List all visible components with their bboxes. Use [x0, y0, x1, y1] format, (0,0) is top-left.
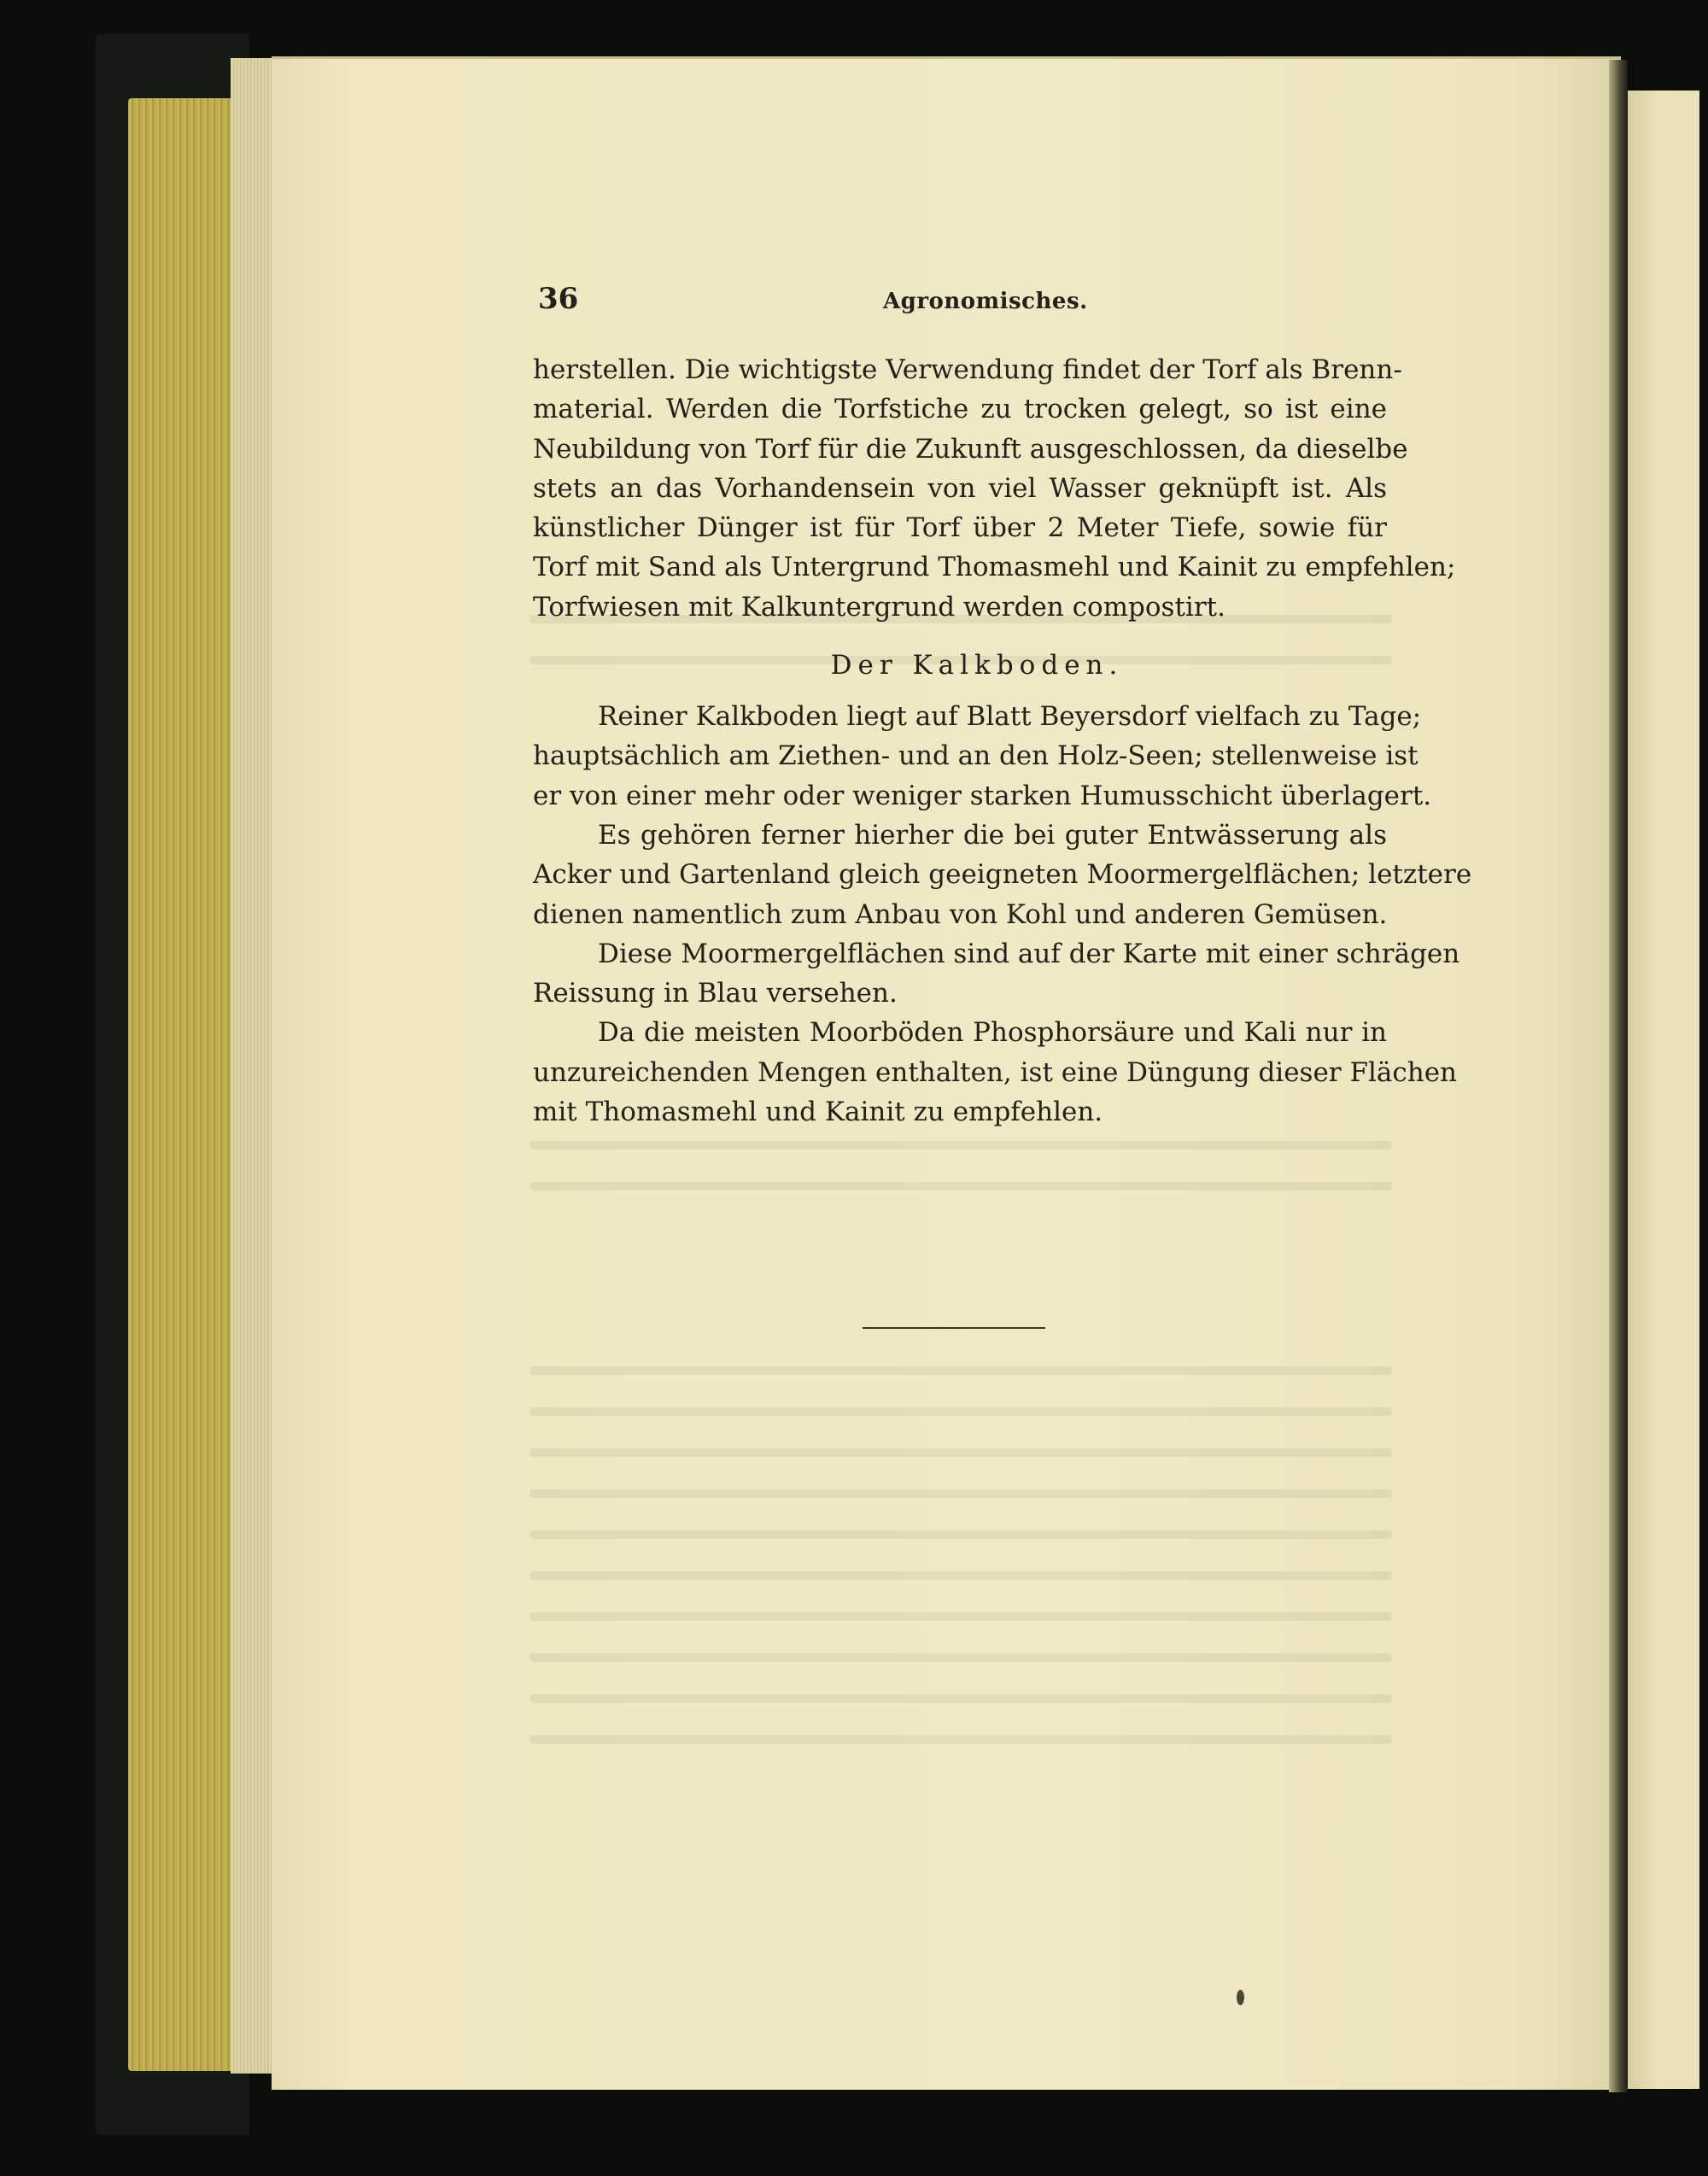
page-number: 36	[538, 282, 579, 316]
separator-rule	[863, 1327, 1045, 1329]
text-line: Torf mit Sand als Untergrund Thomasmehl und Kainit zu empfehlen;	[533, 552, 1456, 583]
text-line: Acker und Gartenland gleich geeigneten Moormergelflächen; letztere	[533, 859, 1472, 891]
paragraph	[533, 1013, 1458, 1132]
bleed-through	[529, 1489, 1392, 1498]
bleed-through	[529, 1694, 1392, 1703]
bleed-through	[529, 1653, 1392, 1662]
paragraph	[533, 697, 1432, 816]
printer-mark	[1237, 1990, 1244, 2005]
text-line: Da die meisten Moorböden Phosphorsäure und Kali nur in	[598, 1017, 1387, 1049]
bleed-through	[529, 1735, 1392, 1744]
bleed-through	[529, 1612, 1392, 1621]
text-line: Reissung in Blau versehen.	[533, 978, 898, 1009]
bleed-through	[529, 1141, 1392, 1149]
text-line: Reiner Kalkboden liegt auf Blatt Beyersdorf vielfach zu Tage;	[598, 701, 1422, 733]
bleed-through	[529, 1407, 1392, 1416]
bleed-through	[529, 1571, 1392, 1580]
text-line: dienen namentlich zum Anbau von Kohl und anderen Gemüsen.	[533, 898, 1388, 930]
text-line: Diese Moormergelflächen sind auf der Karte mit einer schrägen	[598, 938, 1460, 969]
page-text	[533, 273, 1472, 1132]
book-gutter	[1609, 60, 1628, 2092]
bleed-through	[529, 1366, 1392, 1375]
running-head: Agronomisches.	[883, 289, 1088, 314]
bleed-through	[529, 1530, 1392, 1539]
text-line: stets an das Vorhandensein von viel Wasser geknüpft ist. Als	[533, 472, 1387, 504]
paragraph	[533, 350, 1456, 627]
text-line: herstellen. Die wichtigste Verwendung findet der Torf als Brenn-	[533, 354, 1402, 385]
bleed-through	[529, 1182, 1392, 1190]
text-line: Neubildung von Torf für die Zukunft ausgeschlossen, da dieselbe	[533, 433, 1408, 465]
text-line: Torfwiesen mit Kalkuntergrund werden compostirt.	[533, 591, 1225, 623]
text-line: Es gehören ferner hierher die bei guter Entwässerung als	[598, 819, 1387, 851]
text-line: unzureichenden Mengen enthalten, ist eine Düngung dieser Flächen	[533, 1056, 1458, 1088]
next-page-edge	[1628, 91, 1708, 2089]
text-line: hauptsächlich am Ziethen- und an den Holz-Seen; stellenweise ist	[533, 740, 1418, 772]
text-line: mit Thomasmehl und Kainit zu empfehlen.	[533, 1097, 1103, 1128]
text-line: künstlicher Dünger ist für Torf über 2 Meter Tiefe, sowie für	[533, 512, 1387, 544]
text-line: material. Werden die Torfstiche zu trocken gelegt, so ist eine	[533, 394, 1387, 425]
page-header	[533, 273, 1387, 350]
bleed-through	[529, 1448, 1392, 1457]
background-edge	[1699, 0, 1708, 2176]
section-title: Der Kalkboden.	[830, 650, 1124, 681]
text-line: er von einer mehr oder weniger starken Humusschicht überlagert.	[533, 780, 1432, 811]
paragraph	[533, 934, 1460, 1014]
paragraph	[533, 816, 1472, 934]
